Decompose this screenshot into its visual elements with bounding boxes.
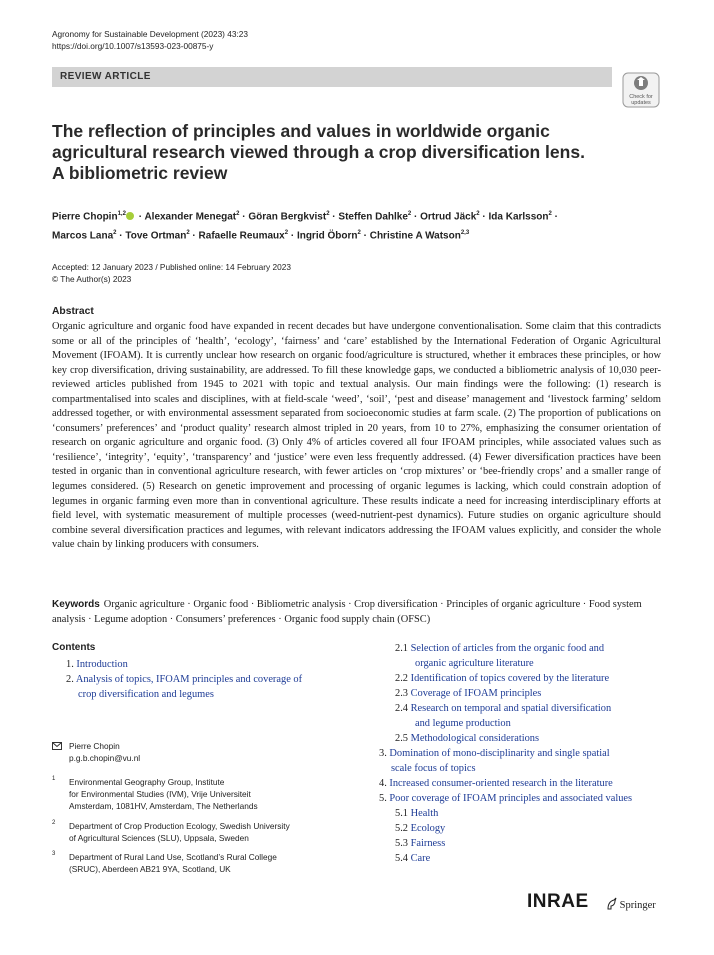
author-affiliation-sup: 2 (476, 211, 480, 217)
affiliation-line: Amsterdam, 1081HV, Amsterdam, The Netherlands (69, 801, 258, 811)
author-name[interactable]: Ida Karlsson (488, 211, 549, 223)
toc-link[interactable]: Ecology (410, 823, 446, 834)
doi-link[interactable]: https://doi.org/10.1007/s13593-023-00875-y (52, 41, 214, 51)
toc-number: 2.2 (395, 673, 408, 684)
abstract-heading: Abstract (52, 306, 94, 317)
author-affiliation-sup: 2,3 (460, 230, 470, 237)
journal-citation: Agronomy for Sustainable Development (2023) 43:23 (52, 29, 249, 39)
toc-link-analysis[interactable]: Analysis of topics, IFOAM principles and coverage of (75, 674, 303, 685)
author-name[interactable]: Pierre Chopin (52, 211, 118, 223)
toc-link-analysis-cont[interactable]: crop diversification and legumes (78, 689, 214, 700)
toc-number: 5.1 (395, 808, 408, 819)
affiliation-number: 1 (52, 776, 56, 782)
springer-logo (606, 897, 656, 911)
toc-item[interactable] (379, 821, 669, 836)
affiliation-line: (SRUC), Aberdeen AB21 9YA, Scotland, UK (69, 864, 231, 874)
keywords-text: Organic agriculture · Organic food · Bibliometric analysis · Crop diversification · Principles of organic agriculture · Food system analysis · Legume adoption · Consumers’ preferences · Organic food supply chain (OFSC) (52, 599, 642, 625)
toc-item[interactable] (379, 806, 669, 821)
author-affiliation-sup: 2 (113, 230, 117, 237)
author-affiliation-sup: 2 (548, 211, 552, 217)
toc-item[interactable] (379, 791, 669, 806)
affiliation-line: Department of Crop Production Ecology, Swedish University (69, 821, 290, 831)
author-affiliation-sup: 2 (284, 230, 289, 237)
keywords-label: Keywords (52, 599, 100, 610)
toc-link[interactable]: Health (410, 808, 439, 819)
toc-link[interactable]: Selection of articles from the organic food and (410, 643, 605, 654)
correspondence (52, 740, 140, 764)
toc-number: 2.5 (395, 733, 408, 744)
toc-item[interactable] (379, 641, 669, 671)
author-affiliation-sup: 2 (407, 211, 412, 217)
author-affiliation-sup: 1,2 (117, 211, 126, 217)
toc-item[interactable] (379, 746, 669, 776)
correspondence-name: Pierre Chopin (69, 741, 120, 751)
title-line-1: The reflection of principles and values in worldwide organic (52, 121, 550, 141)
author-list: Pierre Chopin$^{1,2}$ · Alexander Menegat$^2$ · Göran Bergkvist$^2$ · Steffen Dahlke$^2$ · Ortrud Jäck$^2$ · Ida Karlsson$^2$ · Marcos Lana$^2$ · Tove Ortman$^2$ · Rafaelle Reumaux$^2$ · Ingrid Öborn$^2$ · Christine A Watson$^{2,3}$ (52, 211, 558, 242)
author-name[interactable]: Marcos Lana (52, 230, 114, 242)
contents-heading: Contents (52, 642, 96, 653)
title-line-3: A bibliometric review (52, 163, 228, 183)
toc-link-cont[interactable]: and legume production (415, 718, 511, 729)
toc-number: 2.3 (395, 688, 408, 699)
orcid-icon[interactable] (126, 212, 134, 220)
check-for-updates-label[interactable]: Check for updates (629, 94, 653, 106)
toc-item[interactable] (379, 686, 669, 701)
toc-number: 3. (379, 748, 387, 759)
toc-item[interactable] (379, 731, 669, 746)
affiliation-number: 2 (52, 820, 56, 826)
toc-number: 5.3 (395, 838, 408, 849)
article-type-label: REVIEW ARTICLE (60, 71, 151, 82)
author-name[interactable]: Tove Ortman (125, 230, 187, 242)
affiliation-line: for Environmental Studies (IVM), Vrije Universiteit (69, 789, 251, 799)
toc-item[interactable] (379, 836, 669, 851)
author-name[interactable]: Alexander Menegat (144, 211, 237, 223)
correspondence-email[interactable]: p.g.b.chopin@vu.nl (69, 753, 141, 763)
toc-link[interactable]: Research on temporal and spatial diversification (410, 703, 612, 714)
abstract-text: Organic agriculture and organic food have expanded in recent decades but have undergone conventionalisation. Some claim that this contradicts some or all of the principles of ‘health’, ‘ecology’, ‘fairness’ and ‘care’ established by the International Federation of Organic Agricultural Movement (IFOAM). It is currently unclear how research on organic food/agriculture is structured, whether it embraces these principles, or how key crop diversification, driving sustainability, are addressed. To fill these knowledge gaps, we conducted a bibliometric analysis of 10,030 peer-reviewed articles published from 1945 to 2021 with topic and textual analysis. Our main findings were the following: (1) research is compartmentalised into scales and disciplines, with at field-scale ‘weed’, ‘soil’, ‘pest and disease’ management and ‘livestock farming’ seldom addressed together, or with environmental assessment separated from socioeconomic studies at farm scale. (2) The proportion of publications on ‘consumers’ preferences’ and ‘product quality’ research almost tripled in 20 years, from 10 to 27%, emphasizing the consumer orientation of research on organic agriculture and organic food. (3) Only 4% of articles covered all four IFOAM principles, while associated values such as ‘resilience’, ‘integrity’, ‘equity’, ‘transparency’ and ‘justice’ were even less frequently addressed. (4) Fewer diversification practices have been tested in organic than in conventional agriculture research, with fewer articles on ‘crop mixtures’ or ‘bee-friendly crops’ and a smaller range of legumes considered. (5) Research on genetic improvement and processing of organic legumes is lacking, which could constrain adoption of legumes in organic farming even more than in conventional agriculture. These results indicate a need for increasing interdisciplinary efforts at field level, with systematic measurement of multiple processes (weed-nutrient-pest dynamics). Future studies on organic agriculture should combine several diversification practices and legumes, with relevant indicators addressing the IFOAM values explicitly, and consider the whole value chain by linking producers with consumers. (52, 321, 661, 551)
toc-link[interactable]: Methodological considerations (410, 733, 540, 744)
inrae-logo: INRAE (527, 891, 589, 912)
toc-link[interactable]: Identification of topics covered by the literature (410, 673, 610, 684)
author-affiliation-sup: 2 (186, 230, 190, 237)
toc-number: 2. (66, 674, 74, 685)
toc-number: 2.1 (395, 643, 408, 654)
author-name[interactable]: Ortrud Jäck (420, 211, 477, 223)
toc-number: 5. (379, 793, 387, 804)
toc-number: 5.4 (395, 853, 408, 864)
springer-horse-icon (606, 897, 617, 910)
author-name[interactable]: Ingrid Öborn (296, 230, 358, 242)
affiliation-line: of Agricultural Sciences (SLU), Uppsala, Sweden (69, 833, 249, 843)
accepted-published: Accepted: 12 January 2023 / Published online: 14 February 2023 (52, 262, 291, 272)
toc-number: 2.4 (395, 703, 408, 714)
author-name[interactable]: Rafaelle Reumaux (198, 230, 285, 242)
toc-number: 4. (379, 778, 387, 789)
toc-item[interactable] (379, 671, 669, 686)
toc-item[interactable] (379, 701, 669, 731)
affiliation-number: 3 (52, 851, 56, 857)
toc-link-cont[interactable]: scale focus of topics (391, 763, 476, 774)
toc-number: 5.2 (395, 823, 408, 834)
toc-link[interactable]: Coverage of IFOAM principles (410, 688, 542, 699)
toc-number: 1. (66, 659, 74, 670)
keywords (52, 598, 652, 627)
toc-link[interactable]: Poor coverage of IFOAM principles and associated values (389, 793, 633, 804)
toc-link-introduction[interactable]: Introduction (76, 659, 128, 670)
toc-item[interactable] (379, 776, 669, 791)
toc-link[interactable]: Fairness (410, 838, 446, 849)
envelope-icon (52, 742, 62, 750)
publication-dates (52, 261, 291, 285)
author-affiliation-sup: 2 (357, 230, 361, 237)
author-name[interactable]: Christine A Watson (369, 230, 461, 242)
toc-link-cont[interactable]: organic agriculture literature (415, 658, 534, 669)
toc-link[interactable]: Domination of mono-disciplinarity and single spatial (389, 748, 610, 759)
author-affiliation-sup: 2 (326, 211, 330, 217)
affiliation-line: Environmental Geography Group, Institute (69, 777, 225, 787)
affiliation-line: Department of Rural Land Use, Scotland’s Rural College (69, 852, 277, 862)
journal-header (52, 28, 248, 52)
toc-item[interactable] (66, 657, 366, 672)
author-affiliation-sup: 2 (236, 211, 240, 217)
article-title (52, 121, 612, 184)
toc-link[interactable]: Care (410, 853, 431, 864)
toc-link[interactable]: Increased consumer-oriented research in the literature (389, 778, 613, 789)
author-name[interactable]: Steffen Dahlke (338, 211, 408, 223)
contents-left-column (66, 657, 366, 702)
copyright: © The Author(s) 2023 (52, 274, 132, 284)
toc-item[interactable] (379, 851, 669, 866)
author-name[interactable]: Göran Bergkvist (248, 211, 327, 223)
toc-item[interactable] (66, 672, 366, 702)
contents-right-column (379, 641, 669, 866)
title-line-2: agricultural research viewed through a crop diversification lens. (52, 142, 585, 162)
springer-label: Springer (619, 900, 656, 911)
